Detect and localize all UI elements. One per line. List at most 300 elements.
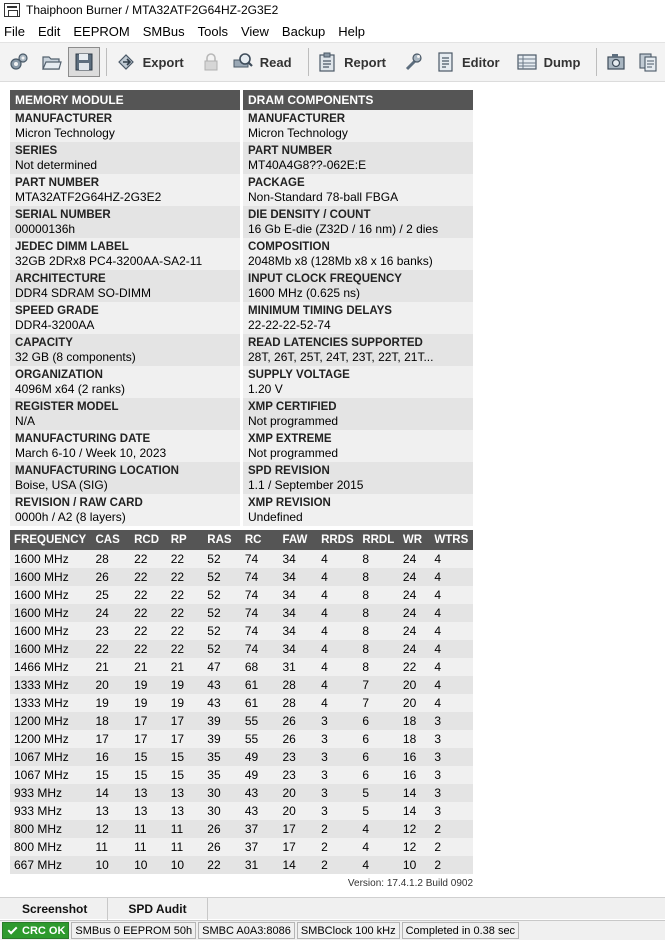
info-row: [10, 334, 473, 366]
field-value: 32 GB (8 components): [15, 350, 136, 364]
timing-cell-cas: 28: [92, 550, 131, 568]
timing-cell-frequency: 1600 MHz: [10, 568, 92, 586]
title-bar: [0, 0, 665, 20]
timing-cell-rrds: 4: [317, 586, 358, 604]
timing-cell-ras: 52: [203, 604, 241, 622]
timing-cell-wr: 24: [399, 568, 431, 586]
timing-cell-frequency: 1600 MHz: [10, 550, 92, 568]
dram-component-field: [243, 174, 473, 206]
timing-cell-rrds: 3: [317, 730, 358, 748]
timing-cell-rcd: 13: [130, 802, 167, 820]
timing-cell-rcd: 22: [130, 622, 167, 640]
timing-cell-rp: 22: [167, 550, 204, 568]
timing-cell-wtrs: 4: [430, 568, 473, 586]
timing-cell-rrdl: 6: [358, 712, 399, 730]
memory-module-field: [10, 206, 240, 238]
timing-cell-wtrs: 4: [430, 658, 473, 676]
timing-cell-rc: 74: [241, 568, 279, 586]
timing-cell-rrds: 3: [317, 712, 358, 730]
bottom-tabs: [0, 897, 665, 919]
timing-cell-faw: 31: [278, 658, 317, 676]
timing-row: [10, 730, 473, 748]
timing-cell-rrds: 4: [317, 676, 358, 694]
timing-cell-rrds: 4: [317, 658, 358, 676]
smbus-status: SMBus 0 EEPROM 50h: [71, 922, 196, 939]
field-value: Non-Standard 78-ball FBGA: [248, 190, 399, 204]
timing-cell-ras: 26: [203, 820, 241, 838]
export-icon: [115, 51, 137, 73]
timing-cell-rc: 74: [241, 586, 279, 604]
field-value: MTA32ATF2G64HZ-2G3E2: [15, 190, 162, 204]
col-cas: CAS: [92, 530, 131, 550]
memory-module-field: [10, 494, 240, 526]
memory-module-field: [10, 174, 240, 206]
timing-cell-rc: 37: [241, 820, 279, 838]
timing-cell-rrdl: 8: [358, 604, 399, 622]
timing-cell-rp: 21: [167, 658, 204, 676]
timing-cell-cas: 21: [92, 658, 131, 676]
timing-cell-rrdl: 8: [358, 550, 399, 568]
lock-button[interactable]: [196, 47, 226, 77]
timing-cell-wr: 12: [399, 820, 431, 838]
memory-module-field: [10, 366, 240, 398]
timing-cell-rrdl: 8: [358, 640, 399, 658]
info-row: [10, 494, 473, 526]
report-label: Report: [344, 54, 387, 70]
dram-component-field: [243, 238, 473, 270]
timing-cell-ras: 22: [203, 856, 241, 874]
dram-component-field: [243, 206, 473, 238]
timing-cell-faw: 26: [278, 712, 317, 730]
timing-cell-rc: 55: [241, 712, 279, 730]
timing-cell-wr: 24: [399, 604, 431, 622]
timing-row: [10, 586, 473, 604]
timing-cell-rc: 61: [241, 676, 279, 694]
timing-cell-wtrs: 4: [430, 676, 473, 694]
checkmark-icon: [8, 924, 18, 934]
settings-button[interactable]: [4, 47, 34, 77]
copy-button[interactable]: [633, 47, 663, 77]
status-bar: [0, 920, 665, 940]
memory-module-field: [10, 398, 240, 430]
field-label: MANUFACTURING DATE: [15, 433, 151, 445]
timing-cell-frequency: 1600 MHz: [10, 622, 92, 640]
completed-status: Completed in 0.38 sec: [402, 922, 519, 939]
timing-cell-cas: 15: [92, 766, 131, 784]
timing-cell-rc: 74: [241, 640, 279, 658]
timing-cell-cas: 20: [92, 676, 131, 694]
gears-icon: [8, 51, 30, 73]
timing-cell-ras: 39: [203, 712, 241, 730]
field-label: COMPOSITION: [248, 241, 330, 253]
read-button[interactable]: [228, 47, 302, 77]
timing-cell-wr: 22: [399, 658, 431, 676]
field-value: 28T, 26T, 25T, 24T, 23T, 22T, 21T...: [248, 350, 434, 364]
dram-component-field: [243, 142, 473, 174]
timing-cell-ras: 43: [203, 694, 241, 712]
timing-cell-rp: 19: [167, 694, 204, 712]
timing-row: [10, 604, 473, 622]
field-value: 4096M x64 (2 ranks): [15, 382, 126, 396]
timing-cell-frequency: 933 MHz: [10, 784, 92, 802]
dram-component-field: [243, 110, 473, 142]
col-faw: FAW: [278, 530, 317, 550]
timing-cell-cas: 26: [92, 568, 131, 586]
timing-cell-frequency: 1600 MHz: [10, 604, 92, 622]
timing-cell-frequency: 800 MHz: [10, 838, 92, 856]
screenshot-button[interactable]: [601, 47, 631, 77]
timing-cell-wr: 18: [399, 712, 431, 730]
version-label: Version: 17.4.1.2 Build 0902: [347, 878, 473, 889]
info-row: [10, 110, 473, 142]
timing-cell-rrds: 4: [317, 640, 358, 658]
timing-cell-rcd: 11: [130, 838, 167, 856]
dram-component-field: [243, 302, 473, 334]
field-value: 1.1 / September 2015: [248, 478, 364, 492]
field-value: DDR4-3200AA: [15, 318, 95, 332]
timing-cell-rc: 74: [241, 604, 279, 622]
memory-module-field: [10, 270, 240, 302]
field-label: DIE DENSITY / COUNT: [248, 209, 371, 221]
timing-cell-wtrs: 3: [430, 766, 473, 784]
timing-cell-frequency: 1200 MHz: [10, 730, 92, 748]
timing-cell-wr: 20: [399, 676, 431, 694]
dram-component-field: [243, 398, 473, 430]
timing-cell-faw: 28: [278, 694, 317, 712]
field-value: MT40A4G8??-062E:E: [248, 158, 367, 172]
timing-row: [10, 658, 473, 676]
timing-cell-wtrs: 2: [430, 838, 473, 856]
timing-cell-wtrs: 2: [430, 856, 473, 874]
field-value: 0000h / A2 (8 layers): [15, 510, 126, 524]
field-value: 1.20 V: [248, 382, 283, 396]
timing-cell-rp: 10: [167, 856, 204, 874]
col-frequency: FREQUENCY: [10, 530, 92, 550]
menu-view[interactable]: View: [240, 23, 269, 39]
field-label: MANUFACTURER: [15, 113, 113, 125]
editor-button[interactable]: [430, 47, 510, 77]
timing-cell-wtrs: 4: [430, 586, 473, 604]
dram-component-field: [243, 494, 473, 526]
timing-cell-cas: 24: [92, 604, 131, 622]
timing-cell-rc: 74: [241, 550, 279, 568]
col-rc: RC: [241, 530, 279, 550]
dram-component-field: [243, 430, 473, 462]
memory-module-field: [10, 334, 240, 366]
toolbar-separator: [596, 48, 597, 76]
timing-cell-ras: 52: [203, 550, 241, 568]
timing-cell-cas: 12: [92, 820, 131, 838]
menu-bar: [0, 20, 665, 42]
timing-cell-rcd: 22: [130, 586, 167, 604]
timing-cell-wr: 14: [399, 802, 431, 820]
timing-cell-rrds: 2: [317, 838, 358, 856]
field-value: N/A: [15, 414, 36, 428]
field-value: Not programmed: [248, 446, 339, 460]
timing-cell-faw: 34: [278, 622, 317, 640]
timing-cell-cas: 11: [92, 838, 131, 856]
field-value: 16 Gb E-die (Z32D / 16 nm) / 2 dies: [248, 222, 439, 236]
menu-smbus[interactable]: SMBus: [142, 23, 185, 39]
info-row: [10, 302, 473, 334]
timing-cell-faw: 20: [278, 784, 317, 802]
menu-backup[interactable]: Backup: [281, 23, 326, 39]
memory-module-field: [10, 430, 240, 462]
col-ras: RAS: [203, 530, 241, 550]
timing-cell-ras: 52: [203, 586, 241, 604]
timing-cell-frequency: 933 MHz: [10, 802, 92, 820]
timing-cell-rp: 13: [167, 802, 204, 820]
field-label: READ LATENCIES SUPPORTED: [248, 337, 423, 349]
timing-cell-frequency: 1466 MHz: [10, 658, 92, 676]
timing-cell-rc: 49: [241, 766, 279, 784]
field-value: Not programmed: [248, 414, 339, 428]
timing-cell-ras: 30: [203, 802, 241, 820]
field-label: ORGANIZATION: [15, 369, 103, 381]
timing-cell-rcd: 22: [130, 550, 167, 568]
timing-cell-rp: 22: [167, 622, 204, 640]
timing-cell-wtrs: 4: [430, 640, 473, 658]
timing-cell-rp: 17: [167, 712, 204, 730]
timing-cell-wr: 20: [399, 694, 431, 712]
menu-help[interactable]: Help: [338, 23, 366, 39]
info-row: [10, 462, 473, 494]
timing-row: [10, 568, 473, 586]
timing-cell-faw: 34: [278, 586, 317, 604]
timing-cell-frequency: 1600 MHz: [10, 640, 92, 658]
timing-row: [10, 550, 473, 568]
export-button[interactable]: [111, 47, 194, 77]
field-value: Micron Technology: [248, 126, 348, 140]
timing-row: [10, 820, 473, 838]
timing-cell-wr: 24: [399, 622, 431, 640]
timing-cell-rrds: 4: [317, 694, 358, 712]
col-rrds: RRDS: [317, 530, 358, 550]
field-value: Undefined: [248, 510, 303, 524]
timing-cell-cas: 14: [92, 784, 131, 802]
timing-cell-rcd: 22: [130, 640, 167, 658]
info-row: [10, 238, 473, 270]
field-label: PART NUMBER: [15, 177, 100, 189]
timing-cell-rp: 15: [167, 766, 204, 784]
dump-grid-icon: [516, 51, 538, 73]
field-label: XMP CERTIFIED: [248, 401, 337, 413]
timing-row: [10, 838, 473, 856]
memory-module-field: [10, 238, 240, 270]
memory-module-field: [10, 110, 240, 142]
timing-cell-rp: 15: [167, 748, 204, 766]
timing-cell-faw: 34: [278, 604, 317, 622]
info-row: [10, 366, 473, 398]
camera-icon: [605, 51, 627, 73]
field-label: MANUFACTURING LOCATION: [15, 465, 179, 477]
editor-document-icon: [434, 51, 456, 73]
save-disk-icon: [73, 51, 95, 73]
timing-cell-wr: 18: [399, 730, 431, 748]
timing-cell-rrdl: 6: [358, 730, 399, 748]
timing-cell-rrdl: 8: [358, 568, 399, 586]
timing-cell-rrdl: 5: [358, 784, 399, 802]
timing-cell-rrds: 4: [317, 622, 358, 640]
field-value: Boise, USA (SIG): [15, 478, 108, 492]
timing-row: [10, 802, 473, 820]
memory-module-header: MEMORY MODULE: [10, 90, 240, 110]
info-rows: [10, 110, 473, 526]
field-label: XMP EXTREME: [248, 433, 332, 445]
menu-file[interactable]: File: [4, 23, 25, 39]
field-label: MANUFACTURER: [248, 113, 346, 125]
crc-status-text: CRC OK: [22, 924, 66, 937]
timing-cell-rp: 22: [167, 568, 204, 586]
field-label: JEDEC DIMM LABEL: [15, 241, 129, 253]
field-label: SERIAL NUMBER: [15, 209, 111, 221]
timing-cell-rcd: 17: [130, 712, 167, 730]
timing-cell-rp: 13: [167, 784, 204, 802]
timing-cell-cas: 16: [92, 748, 131, 766]
timing-cell-wr: 12: [399, 838, 431, 856]
timing-cell-frequency: 1600 MHz: [10, 586, 92, 604]
dram-component-field: [243, 462, 473, 494]
field-label: ARCHITECTURE: [15, 273, 106, 285]
info-row: [10, 206, 473, 238]
timing-cell-rc: 31: [241, 856, 279, 874]
timing-cell-rrdl: 8: [358, 622, 399, 640]
timing-row: [10, 712, 473, 730]
timing-cell-ras: 52: [203, 640, 241, 658]
timing-cell-rrdl: 7: [358, 676, 399, 694]
timing-cell-rrdl: 8: [358, 658, 399, 676]
timing-cell-rcd: 19: [130, 676, 167, 694]
timing-cell-rcd: 21: [130, 658, 167, 676]
timing-cell-faw: 23: [278, 748, 317, 766]
col-wtrs: WTRS: [430, 530, 473, 550]
info-header-row: [10, 90, 473, 110]
field-value: 00000136h: [15, 222, 76, 236]
dram-component-field: [243, 366, 473, 398]
timing-cell-faw: 20: [278, 802, 317, 820]
field-value: 32GB 2DRx8 PC4-3200AA-SA2-11: [15, 254, 203, 268]
timing-cell-rrdl: 4: [358, 838, 399, 856]
dram-component-field: [243, 334, 473, 366]
timing-cell-rc: 61: [241, 694, 279, 712]
timing-cell-frequency: 1200 MHz: [10, 712, 92, 730]
info-row: [10, 270, 473, 302]
report-button[interactable]: [312, 47, 396, 77]
report-clipboard-icon: [316, 51, 338, 73]
col-rrdl: RRDL: [358, 530, 399, 550]
timing-cell-ras: 52: [203, 568, 241, 586]
timing-cell-cas: 13: [92, 802, 131, 820]
menu-eeprom[interactable]: EEPROM: [73, 23, 130, 39]
dram-component-field: [243, 270, 473, 302]
timing-cell-rrdl: 8: [358, 586, 399, 604]
timing-cell-ras: 47: [203, 658, 241, 676]
timing-cell-faw: 34: [278, 550, 317, 568]
timing-cell-ras: 35: [203, 748, 241, 766]
timing-cell-rc: 74: [241, 622, 279, 640]
timing-cell-cas: 18: [92, 712, 131, 730]
field-value: Micron Technology: [15, 126, 115, 140]
memory-module-field: [10, 302, 240, 334]
field-value: 2048Mb x8 (128Mb x8 x 16 banks): [248, 254, 433, 268]
smbclock-status: SMBClock 100 kHz: [297, 922, 400, 939]
info-row: [10, 142, 473, 174]
col-rcd: RCD: [130, 530, 167, 550]
timing-cell-rrdl: 6: [358, 748, 399, 766]
timing-cell-wtrs: 3: [430, 748, 473, 766]
memory-module-field: [10, 142, 240, 174]
timing-cell-frequency: 800 MHz: [10, 820, 92, 838]
field-label: PART NUMBER: [248, 145, 333, 157]
open-button[interactable]: [36, 47, 66, 77]
field-label: SUPPLY VOLTAGE: [248, 369, 350, 381]
field-label: SPEED GRADE: [15, 305, 99, 317]
tools-button[interactable]: [398, 47, 428, 77]
smbc-status: SMBC A0A3:8086: [198, 922, 295, 939]
field-label: MINIMUM TIMING DELAYS: [248, 305, 392, 317]
editor-label: Editor: [462, 54, 500, 70]
memory-module-field: [10, 462, 240, 494]
timing-cell-rrds: 4: [317, 604, 358, 622]
dump-button[interactable]: [512, 47, 591, 77]
timing-cell-rrds: 2: [317, 856, 358, 874]
tab-screenshot[interactable]: Screenshot: [0, 898, 108, 920]
field-label: REVISION / RAW CARD: [15, 497, 143, 509]
info-row: [10, 398, 473, 430]
menu-tools[interactable]: Tools: [197, 23, 228, 39]
timing-cell-frequency: 1333 MHz: [10, 694, 92, 712]
menu-edit[interactable]: Edit: [37, 23, 61, 39]
timing-cell-frequency: 667 MHz: [10, 856, 92, 874]
timing-cell-ras: 43: [203, 676, 241, 694]
timing-cell-rc: 68: [241, 658, 279, 676]
wrench-icon: [402, 51, 424, 73]
timing-cell-faw: 14: [278, 856, 317, 874]
field-value: March 6-10 / Week 10, 2023: [15, 446, 167, 460]
timing-cell-rp: 11: [167, 820, 204, 838]
timing-cell-ras: 26: [203, 838, 241, 856]
crc-status: [2, 922, 69, 939]
timing-cell-rp: 22: [167, 604, 204, 622]
timing-cell-rrds: 2: [317, 820, 358, 838]
tab-spd-audit[interactable]: SPD Audit: [108, 898, 207, 920]
timing-row: [10, 694, 473, 712]
timing-cell-wr: 24: [399, 550, 431, 568]
timing-cell-faw: 34: [278, 568, 317, 586]
app-logo-icon: [4, 3, 20, 17]
timing-cell-rp: 11: [167, 838, 204, 856]
timing-cell-faw: 23: [278, 766, 317, 784]
toolbar: [0, 42, 665, 82]
read-label: Read: [259, 54, 292, 70]
timing-cell-wtrs: 3: [430, 802, 473, 820]
timing-cell-rc: 43: [241, 802, 279, 820]
timing-cell-rcd: 15: [130, 766, 167, 784]
window-title: Thaiphoon Burner / MTA32ATF2G64HZ-2G3E2: [26, 3, 279, 17]
timing-cell-rp: 19: [167, 676, 204, 694]
timing-cell-rcd: 22: [130, 568, 167, 586]
timing-cell-rrds: 3: [317, 748, 358, 766]
timing-cell-faw: 26: [278, 730, 317, 748]
field-label: PACKAGE: [248, 177, 305, 189]
lock-icon: [200, 51, 222, 73]
timing-cell-rc: 49: [241, 748, 279, 766]
col-wr: WR: [399, 530, 431, 550]
timing-cell-wtrs: 4: [430, 622, 473, 640]
save-button[interactable]: [68, 47, 100, 77]
timing-cell-wr: 16: [399, 766, 431, 784]
timing-cell-rc: 43: [241, 784, 279, 802]
